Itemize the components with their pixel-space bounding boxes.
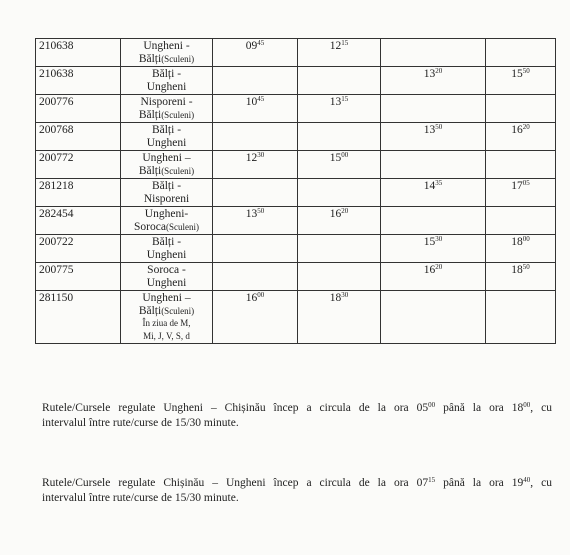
note-text: intervalul între rute/curse de 15/30 minute. xyxy=(42,492,239,504)
time-minutes: 20 xyxy=(522,123,530,131)
time-minutes: 00 xyxy=(522,235,530,243)
time-cell xyxy=(213,291,298,344)
schedule-note-ungheni-chisinau xyxy=(42,401,552,431)
route-code: 200776 xyxy=(39,96,74,108)
route-destination: Ungheni xyxy=(146,276,187,289)
table-row xyxy=(36,67,556,95)
time-minutes: 50 xyxy=(522,67,530,75)
route-origin: Bălți - xyxy=(151,236,182,248)
route-origin: Nisporeni - xyxy=(140,96,193,108)
route-code-cell xyxy=(36,95,121,123)
time-cell xyxy=(298,291,381,344)
time-cell xyxy=(298,207,381,235)
time-cell xyxy=(381,39,486,67)
route-days: În ziua de M, xyxy=(142,318,191,328)
note-text: , cu xyxy=(530,402,552,414)
time-hours: 13 xyxy=(245,208,258,220)
route-code-cell xyxy=(36,291,121,344)
time-cell xyxy=(486,151,556,179)
route-note: (Sculeni) xyxy=(161,165,195,176)
time-cell xyxy=(381,291,486,344)
time-hours: 10 xyxy=(245,96,258,108)
route-code: 281150 xyxy=(39,292,74,304)
table-row xyxy=(36,151,556,179)
route-code-cell xyxy=(36,179,121,207)
route-name-cell xyxy=(121,179,213,207)
route-name-cell xyxy=(121,95,213,123)
note-text: Rutele/Cursele regulate Ungheni – Chișinău încep a circula de la ora 05 xyxy=(42,402,429,414)
route-name-cell xyxy=(121,235,213,263)
route-code-cell xyxy=(36,151,121,179)
route-origin: Ungheni- xyxy=(144,208,189,220)
note-time-minutes: 40 xyxy=(523,476,531,484)
route-note: (Sculeni) xyxy=(165,221,199,232)
route-destination: Bălți xyxy=(138,108,162,121)
time-cell xyxy=(213,95,298,123)
route-code: 282454 xyxy=(39,208,74,220)
time-hours: 18 xyxy=(329,292,342,304)
route-destination: Ungheni xyxy=(146,248,187,261)
route-name-cell xyxy=(121,291,213,344)
time-hours: 16 xyxy=(329,208,342,220)
time-cell xyxy=(486,263,556,291)
time-cell xyxy=(298,95,381,123)
route-origin: Ungheni - xyxy=(143,40,190,52)
time-hours: 18 xyxy=(511,264,523,276)
note-line xyxy=(42,476,552,491)
route-destination: Bălți xyxy=(138,164,162,177)
note-time-minutes: 00 xyxy=(523,401,531,409)
time-cell xyxy=(486,123,556,151)
route-origin: Bălți - xyxy=(151,68,182,80)
time-hours: 16 xyxy=(423,264,436,276)
time-minutes: 15 xyxy=(341,39,349,47)
table-row xyxy=(36,207,556,235)
time-cell xyxy=(381,179,486,207)
time-minutes: 15 xyxy=(341,95,349,103)
time-cell xyxy=(381,123,486,151)
time-cell xyxy=(486,39,556,67)
route-destination: Soroca xyxy=(134,220,166,233)
route-days: Mi, J, V, S, d xyxy=(143,330,190,341)
route-code: 200775 xyxy=(39,264,74,276)
route-code-cell xyxy=(36,39,121,67)
note-text: până la ora 19 xyxy=(435,477,524,489)
route-code-cell xyxy=(36,235,121,263)
time-cell xyxy=(486,291,556,344)
time-cell xyxy=(298,67,381,95)
route-code: 200768 xyxy=(39,124,74,136)
route-name-cell xyxy=(121,67,213,95)
route-name-cell xyxy=(121,207,213,235)
table-row xyxy=(36,179,556,207)
route-note: (Sculeni) xyxy=(161,305,195,316)
table-row xyxy=(36,235,556,263)
time-hours: 17 xyxy=(511,180,523,192)
time-hours: 16 xyxy=(245,292,258,304)
table-row xyxy=(36,123,556,151)
time-minutes: 50 xyxy=(257,207,265,215)
time-minutes: 45 xyxy=(257,95,265,103)
route-name-cell xyxy=(121,151,213,179)
schedule-table-body xyxy=(36,39,556,344)
note-time-minutes: 15 xyxy=(428,476,436,484)
time-cell xyxy=(213,123,298,151)
route-name-cell xyxy=(121,123,213,151)
route-code: 210638 xyxy=(39,68,74,80)
time-minutes: 05 xyxy=(522,179,530,187)
time-cell xyxy=(213,67,298,95)
time-minutes: 20 xyxy=(435,263,443,271)
note-text: intervalul între rute/curse de 15/30 minute. xyxy=(42,417,239,429)
time-minutes: 50 xyxy=(435,123,443,131)
time-hours: 13 xyxy=(329,96,342,108)
route-code: 210638 xyxy=(39,40,74,52)
route-code: 200772 xyxy=(39,152,74,164)
table-row xyxy=(36,291,556,344)
route-note: (Sculeni) xyxy=(161,109,195,120)
time-cell xyxy=(298,179,381,207)
time-hours: 15 xyxy=(329,152,342,164)
time-minutes: 35 xyxy=(435,179,443,187)
time-cell xyxy=(381,151,486,179)
time-hours: 16 xyxy=(511,124,523,136)
time-cell xyxy=(213,151,298,179)
route-destination: Ungheni xyxy=(146,80,187,93)
note-text: , cu xyxy=(530,477,552,489)
route-destination: Bălți xyxy=(138,304,162,317)
time-hours: 12 xyxy=(329,40,342,52)
route-origin: Bălți - xyxy=(151,180,182,192)
route-code-cell xyxy=(36,263,121,291)
time-cell xyxy=(381,67,486,95)
route-name-cell xyxy=(121,39,213,67)
table-row xyxy=(36,39,556,67)
route-code-cell xyxy=(36,123,121,151)
route-note: (Sculeni) xyxy=(161,53,195,64)
time-minutes: 20 xyxy=(341,207,349,215)
time-hours: 13 xyxy=(423,68,436,80)
time-minutes: 30 xyxy=(341,291,349,299)
time-cell xyxy=(213,207,298,235)
time-hours: 15 xyxy=(511,68,523,80)
time-minutes: 00 xyxy=(257,291,265,299)
route-code-cell xyxy=(36,207,121,235)
time-hours: 12 xyxy=(245,152,258,164)
time-cell xyxy=(298,263,381,291)
route-destination: Ungheni xyxy=(146,136,187,149)
time-cell xyxy=(298,151,381,179)
route-destination: Nisporeni xyxy=(143,192,190,205)
time-minutes: 00 xyxy=(341,151,349,159)
route-origin: Soroca - xyxy=(147,264,186,276)
time-hours: 13 xyxy=(423,124,436,136)
time-cell xyxy=(213,263,298,291)
route-origin: Ungheni – xyxy=(142,152,191,164)
route-origin: Bălți - xyxy=(151,124,182,136)
time-cell xyxy=(381,95,486,123)
time-cell xyxy=(486,235,556,263)
time-cell xyxy=(298,39,381,67)
time-cell xyxy=(381,207,486,235)
time-cell xyxy=(298,123,381,151)
route-destination: Bălți xyxy=(138,52,162,65)
note-text: Rutele/Cursele regulate Chișinău – Ungheni încep a circula de la ora 07 xyxy=(42,477,429,489)
time-cell xyxy=(486,207,556,235)
schedule-note-chisinau-ungheni xyxy=(42,476,552,506)
route-code-cell xyxy=(36,67,121,95)
route-origin: Ungheni – xyxy=(142,292,191,304)
time-cell xyxy=(486,179,556,207)
route-name-cell xyxy=(121,263,213,291)
route-code: 281218 xyxy=(39,180,74,192)
time-cell xyxy=(486,95,556,123)
time-cell xyxy=(381,235,486,263)
time-hours: 15 xyxy=(423,236,436,248)
time-minutes: 45 xyxy=(257,39,265,47)
note-line xyxy=(42,401,552,416)
table-row xyxy=(36,263,556,291)
time-hours: 14 xyxy=(423,180,436,192)
time-minutes: 30 xyxy=(257,151,265,159)
time-hours: 18 xyxy=(511,236,523,248)
note-text: până la ora 18 xyxy=(435,402,524,414)
note-time-minutes: 00 xyxy=(428,401,436,409)
time-cell xyxy=(381,263,486,291)
time-hours: 09 xyxy=(245,40,258,52)
time-cell xyxy=(213,179,298,207)
table-row xyxy=(36,95,556,123)
time-cell xyxy=(213,39,298,67)
schedule-table xyxy=(35,38,556,344)
time-minutes: 20 xyxy=(435,67,443,75)
time-cell xyxy=(213,235,298,263)
time-cell xyxy=(486,67,556,95)
route-code: 200722 xyxy=(39,236,74,248)
time-minutes: 50 xyxy=(522,263,530,271)
time-minutes: 30 xyxy=(435,235,443,243)
time-cell xyxy=(298,235,381,263)
